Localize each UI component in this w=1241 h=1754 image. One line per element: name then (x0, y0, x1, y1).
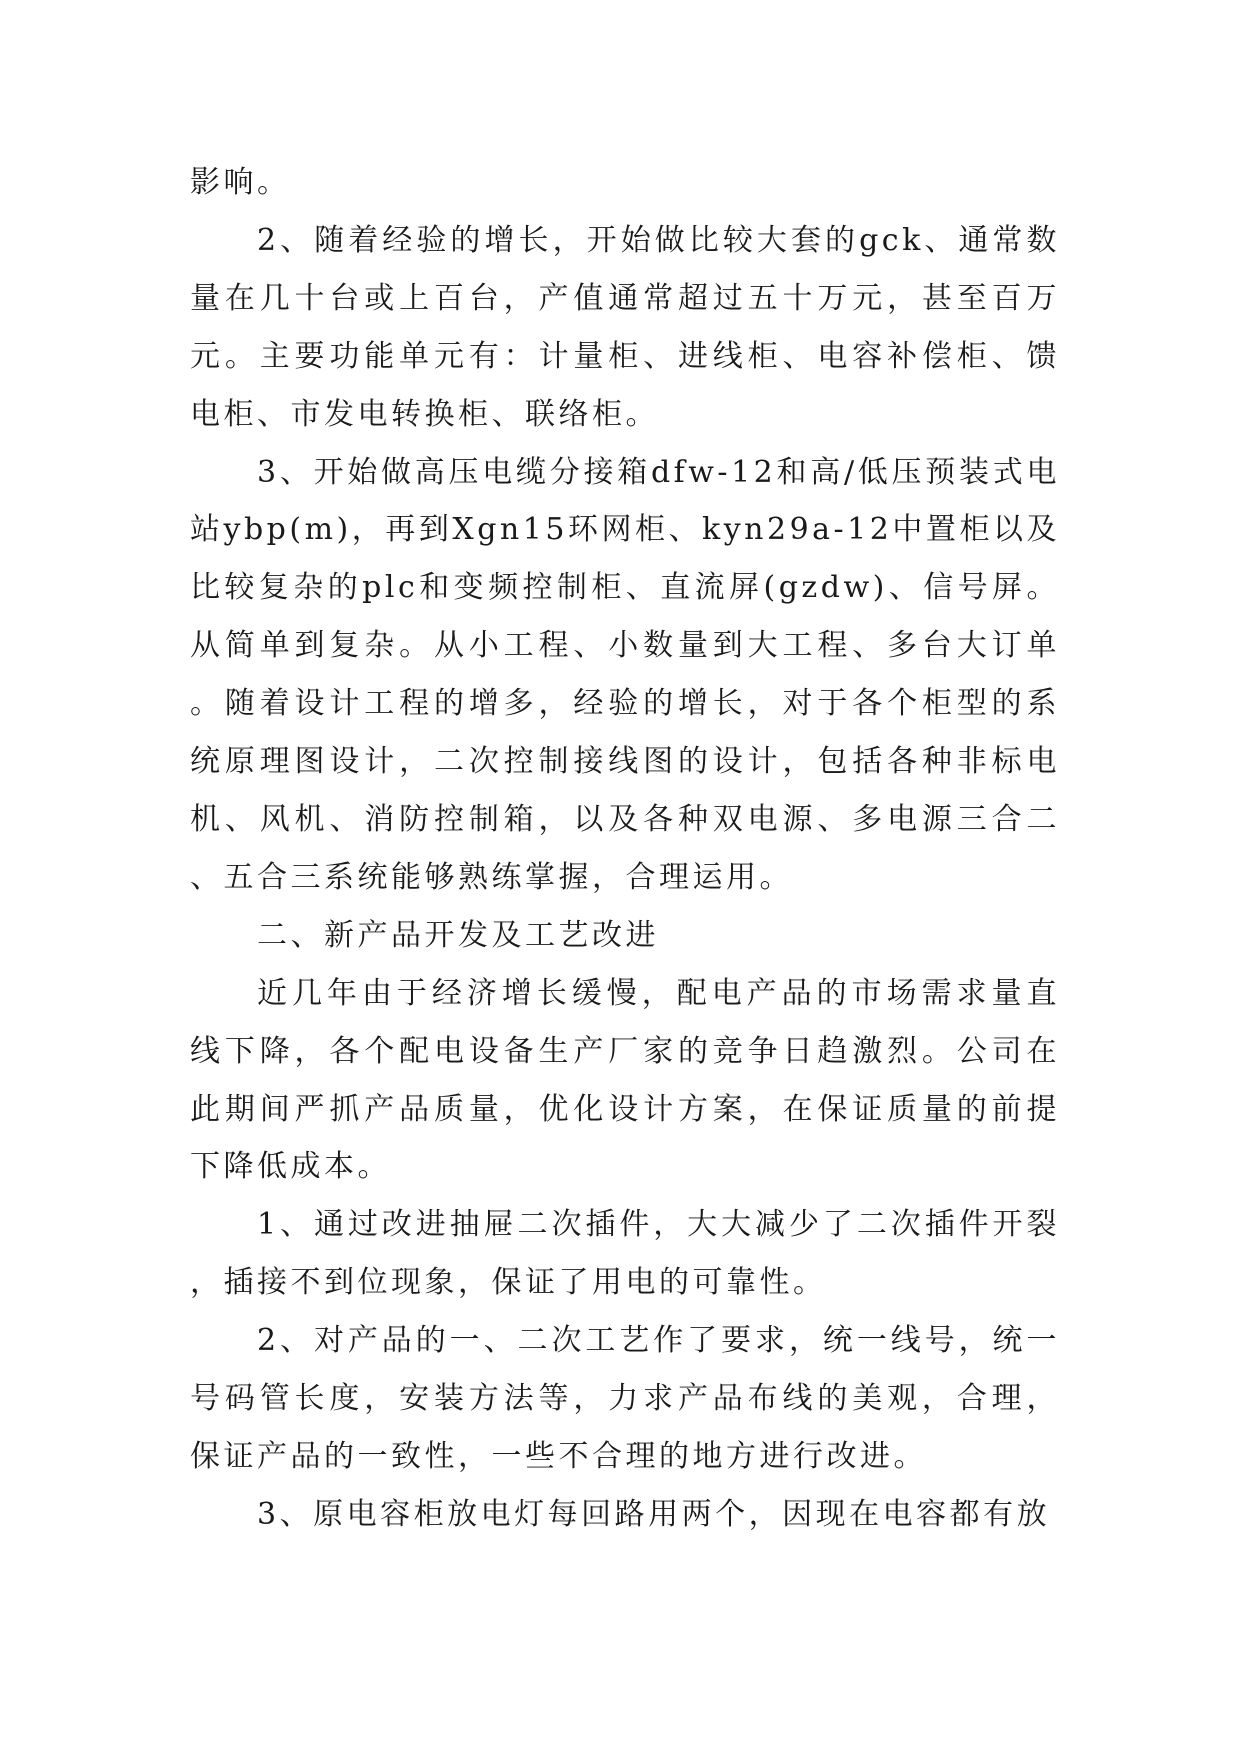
paragraph-6: 1、通过改进抽屉二次插件，大大减少了二次插件开裂，插接不到位现象，保证了用电的可靠性。 (190, 1207, 1060, 1301)
paragraph-7: 2、对产品的一、二次工艺作了要求，统一线号，统一号码管长度，安装方法等，力求产品布线的美观，合理，保证产品的一致性，一些不合理的地方进行改进。 (190, 1323, 1060, 1474)
paragraph-2: 2、随着经验的增长，开始做比较大套的gck、通常数量在几十台或上百台，产值通常超过五十万元，甚至百万元。主要功能单元有：计量柜、进线柜、电容补偿柜、馈电柜、市发电转换柜、联络柜。 (190, 222, 1060, 432)
paragraph-1: 影响。 (190, 165, 291, 200)
paragraph-8: 3、原电容柜放电灯每回路用两个，因现在电容都有放 (257, 1496, 1051, 1532)
document-body (190, 154, 1060, 1544)
paragraph-5: 近几年由于经济增长缓慢，配电产品的市场需求量直线下降，各个配电设备生产厂家的竞争日趋激烈。公司在此期间严抓产品质量，优化设计方案，在保证质量的前提下降低成本。 (190, 975, 1060, 1185)
paragraph-3: 3、开始做高压电缆分接箱dfw-12和高/低压预装式电站ybp(m)，再到Xgn15环网柜、kyn29a-12中置柜以及比较复杂的plc和变频控制柜、直流屏(gzdw)、信号屏。从简单到复杂。从小工程、小数量到大工程、多台大订单。随着设计工程的增多，经验的增长，对于各个柜型的系统原理图设计，二次控制接线图的设计，包括各种非标电机、风机、消防控制箱，以及各种双电源、多电源三合二、五合三系统能够熟练掌握，合理运用。 (190, 454, 1060, 895)
section-heading: 二、新产品开发及工艺改进 (257, 917, 659, 953)
